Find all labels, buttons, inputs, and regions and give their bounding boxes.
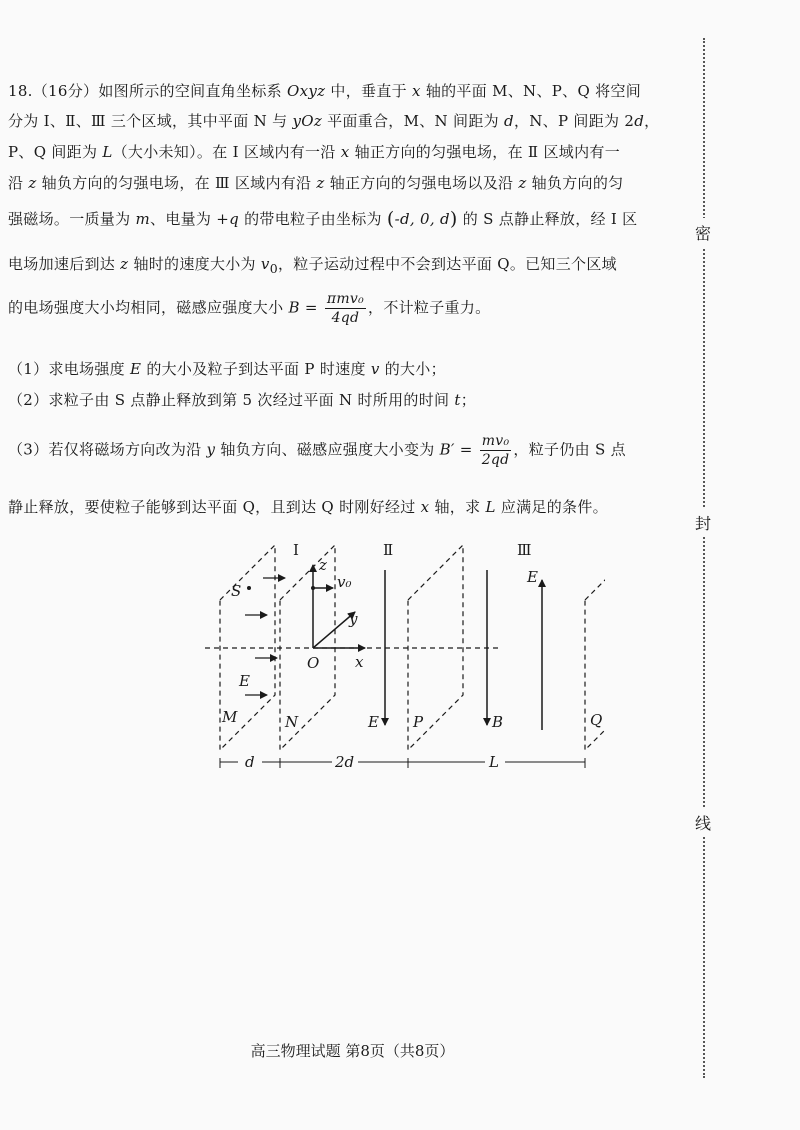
side-mark-seal: 密	[695, 218, 711, 247]
label-dim-d: d	[245, 753, 255, 771]
question-2: （2）求粒子由 S 点静止释放到第 5 次经过平面 N 时所用的时间 t；	[8, 391, 477, 409]
problem-line-6: 电场加速后到达 z 轴时的速度大小为 $v_0$，粒子运动过程中不会到达平面 Q。已知三个区域	[8, 255, 617, 276]
binding-dotted-line	[703, 38, 705, 1078]
problem-number: 18.（16分）	[8, 82, 99, 100]
label-point-s: S	[231, 582, 242, 600]
label-x-axis: x	[355, 653, 364, 671]
label-origin: O	[307, 654, 320, 672]
problem-line-3: P、Q 间距为 L（大小未知）。在 Ⅰ 区域内有一沿 x 轴正方向的匀强电场，在 Ⅱ 区域内有一	[8, 143, 621, 161]
point-s	[247, 586, 251, 590]
problem-line-1: 18.（16分）如图所示的空间直角坐标系 Oxyz 中，垂直于 x 轴的平面 M、N、P、Q 将空间	[8, 82, 642, 100]
problem-line-4: 沿 z 轴负方向的匀强电场，在 Ⅲ 区域内有沿 z 轴正方向的匀强电场以及沿 z 轴负方向的匀	[8, 174, 624, 192]
label-plane-q: Q	[590, 711, 603, 729]
label-field-e-region2: E	[368, 713, 379, 731]
label-z-axis: z	[319, 556, 327, 574]
question-3-line-2: 静止释放，要使粒子能够到达平面 Q，且到达 Q 时刚好经过 x 轴，求 L 应满足的条件。	[8, 498, 608, 516]
region-1-field-arrows	[245, 578, 285, 695]
label-region-2: Ⅱ	[383, 541, 394, 559]
dimension-line	[220, 758, 585, 768]
label-v0: v₀	[337, 573, 352, 591]
label-field-b: B	[492, 713, 504, 731]
side-mark-line: 线	[695, 808, 711, 837]
page-footer: 高三物理试题 第8页（共8页）	[250, 1042, 455, 1060]
label-dim-2d: 2d	[335, 753, 355, 771]
label-field-e-region3: E	[527, 568, 538, 586]
b-prime-formula-fraction: $\frac{\text{mv₀}}{2qd}$	[481, 433, 510, 468]
label-plane-n: N	[285, 713, 299, 731]
point-s-coordinates: -d, 0, d	[394, 210, 450, 228]
label-region-1: Ⅰ	[293, 541, 299, 559]
question-1: （1）求电场强度 E 的大小及粒子到达平面 P 时速度 v 的大小；	[8, 360, 446, 378]
b-formula-fraction: $\frac{\text{πmv₀}}{4qd}$	[326, 291, 365, 326]
label-plane-m: M	[222, 708, 238, 726]
label-region-3: Ⅲ	[517, 541, 532, 559]
problem-line-5: 强磁场。一质量为 m、电量为 +q 的带电粒子由坐标为 (-d, 0, d) 的 S 点静止释放，经 Ⅰ 区	[8, 208, 638, 230]
label-plane-p: P	[413, 713, 424, 731]
question-3-line-1: （3）若仅将磁场方向改为沿 y 轴负方向、磁感应强度大小变为 B′ = $\frac{\text{mv₀}}{2qd}$ ，粒子仍由 S 点	[8, 433, 626, 468]
label-dim-l: L	[489, 753, 499, 771]
problem-line-7: 的电场强度大小均相同，磁感应强度大小 B = $\frac{\text{πmv₀}}{4qd}$ ，不计粒子重力。	[8, 291, 491, 326]
label-y-axis: y	[349, 610, 358, 628]
velocity-point	[311, 586, 315, 590]
side-mark-closed: 封	[695, 508, 711, 537]
problem-line-2: 分为 Ⅰ、Ⅱ、Ⅲ 三个区域，其中平面 N 与 yOz 平面重合，M、N 间距为 d，N、P 间距为 2d，	[8, 112, 660, 130]
field-regions-figure	[205, 530, 605, 775]
label-field-e-region1: E	[239, 672, 250, 690]
